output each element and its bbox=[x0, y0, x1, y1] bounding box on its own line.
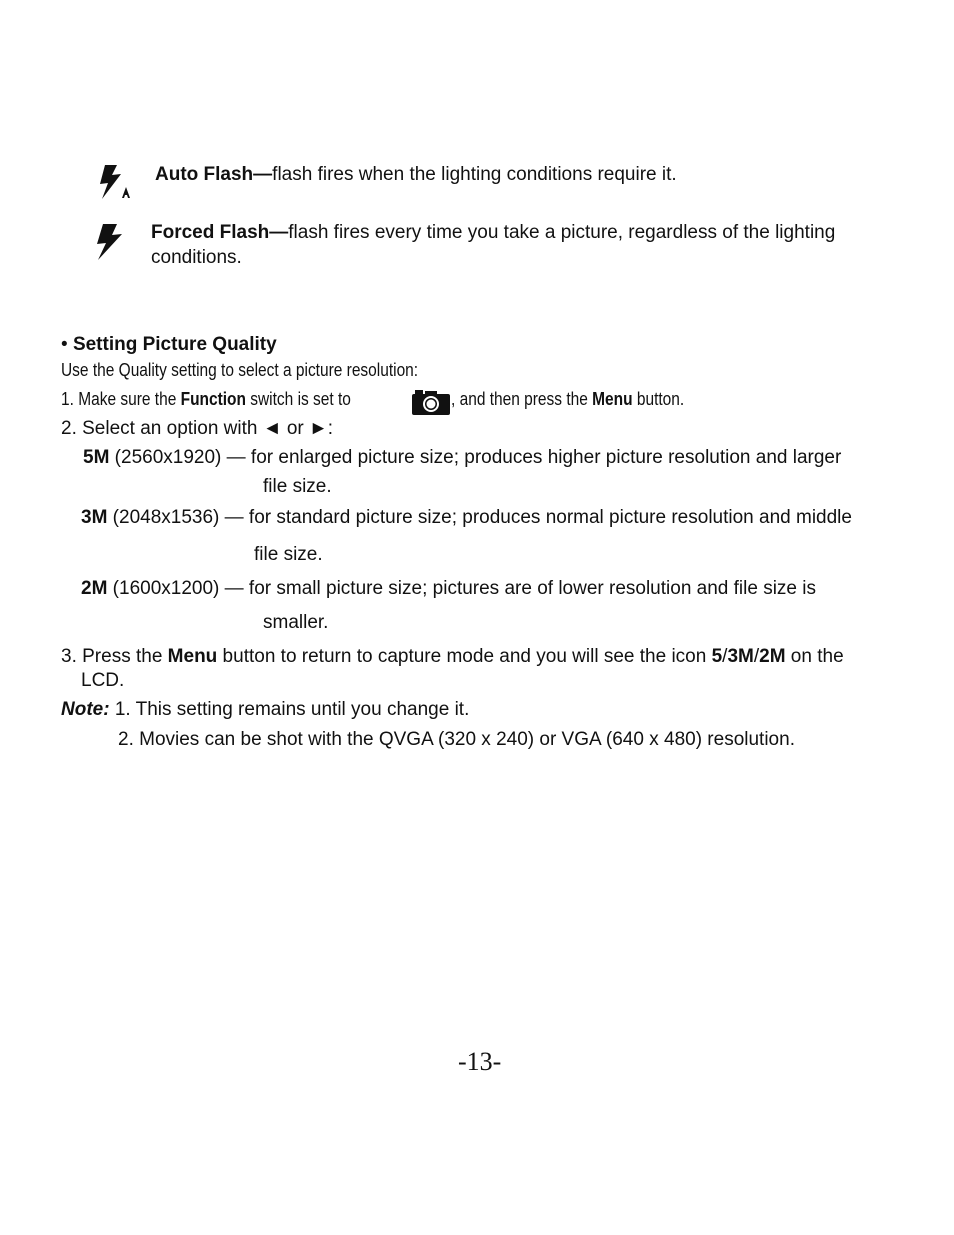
intro-text: Use the Quality setting to select a picture resolution: bbox=[61, 360, 419, 380]
option-text-2m: (1600x1200) — for small picture size; pictures are of lower resolution and file size is bbox=[107, 578, 817, 599]
option-text-5m: (2560x1920) — for enlarged picture size; produces higher picture resolution and larger bbox=[109, 447, 842, 468]
step-1-pre: 1. Make sure the bbox=[61, 389, 181, 409]
slash-2: / bbox=[753, 646, 760, 667]
step-1-end: button. bbox=[632, 389, 685, 409]
forced-flash-line-1 bbox=[151, 221, 835, 245]
auto-flash-icon bbox=[98, 164, 134, 200]
option-label-2m: 2M bbox=[81, 578, 108, 599]
note-line-1 bbox=[61, 698, 469, 722]
forced-flash-desc: flash fires every time you take a picture, regardless of the lighting bbox=[288, 222, 836, 243]
step-1-post: , and then press the bbox=[451, 389, 593, 409]
icon-3m-label: 3M bbox=[727, 646, 754, 667]
note-item-2: 2. Movies can be shot with the QVGA (320 x 240) or VGA (640 x 480) resolution. bbox=[118, 729, 795, 750]
option-3m bbox=[81, 506, 852, 530]
menu-label-step-3: Menu bbox=[167, 646, 218, 667]
option-label-5m: 5M bbox=[83, 447, 110, 468]
option-5m bbox=[83, 446, 841, 470]
icon-5-label: 5 bbox=[711, 646, 723, 667]
option-3m-cont: file size. bbox=[254, 544, 323, 565]
auto-flash-term: Auto Flash— bbox=[155, 164, 273, 185]
step-2: 2. Select an option with ◄ or ►: bbox=[61, 418, 334, 439]
camera-icon bbox=[411, 389, 451, 416]
section-heading bbox=[61, 333, 277, 357]
icon-2m-label: 2M bbox=[759, 646, 786, 667]
step-1-part-a bbox=[61, 388, 351, 410]
forced-flash-icon bbox=[94, 223, 130, 261]
note-label: Note: bbox=[61, 699, 110, 720]
auto-flash-desc: flash fires when the lighting conditions require it. bbox=[272, 164, 677, 185]
page-number: -13- bbox=[458, 1047, 502, 1076]
slash-1: / bbox=[722, 646, 728, 667]
option-2m-cont: smaller. bbox=[263, 612, 329, 633]
step-3-pre: 3. Press the bbox=[61, 646, 168, 667]
option-5m-cont: file size. bbox=[263, 476, 332, 497]
note-item-1: 1. This setting remains until you change it. bbox=[109, 699, 470, 720]
option-label-3m: 3M bbox=[81, 507, 108, 528]
auto-flash-line bbox=[155, 163, 677, 187]
forced-flash-line-2: conditions. bbox=[151, 247, 242, 268]
step-3-line-1 bbox=[61, 645, 844, 669]
function-label: Function bbox=[180, 389, 246, 409]
step-3-post: on the bbox=[785, 646, 844, 667]
step-3-line-2: LCD. bbox=[81, 670, 125, 691]
option-text-3m: (2048x1536) — for standard picture size; produces normal picture resolution and middle bbox=[107, 507, 852, 528]
step-3-mid: button to return to capture mode and you will see the icon bbox=[217, 646, 712, 667]
forced-flash-term: Forced Flash— bbox=[151, 222, 289, 243]
section-title: Setting Picture Quality bbox=[72, 334, 277, 355]
step-1-part-b bbox=[451, 388, 684, 410]
step-1-mid: switch is set to bbox=[245, 389, 351, 409]
option-2m bbox=[81, 577, 816, 601]
bullet: • bbox=[61, 334, 68, 355]
menu-label-step-1: Menu bbox=[592, 389, 633, 409]
